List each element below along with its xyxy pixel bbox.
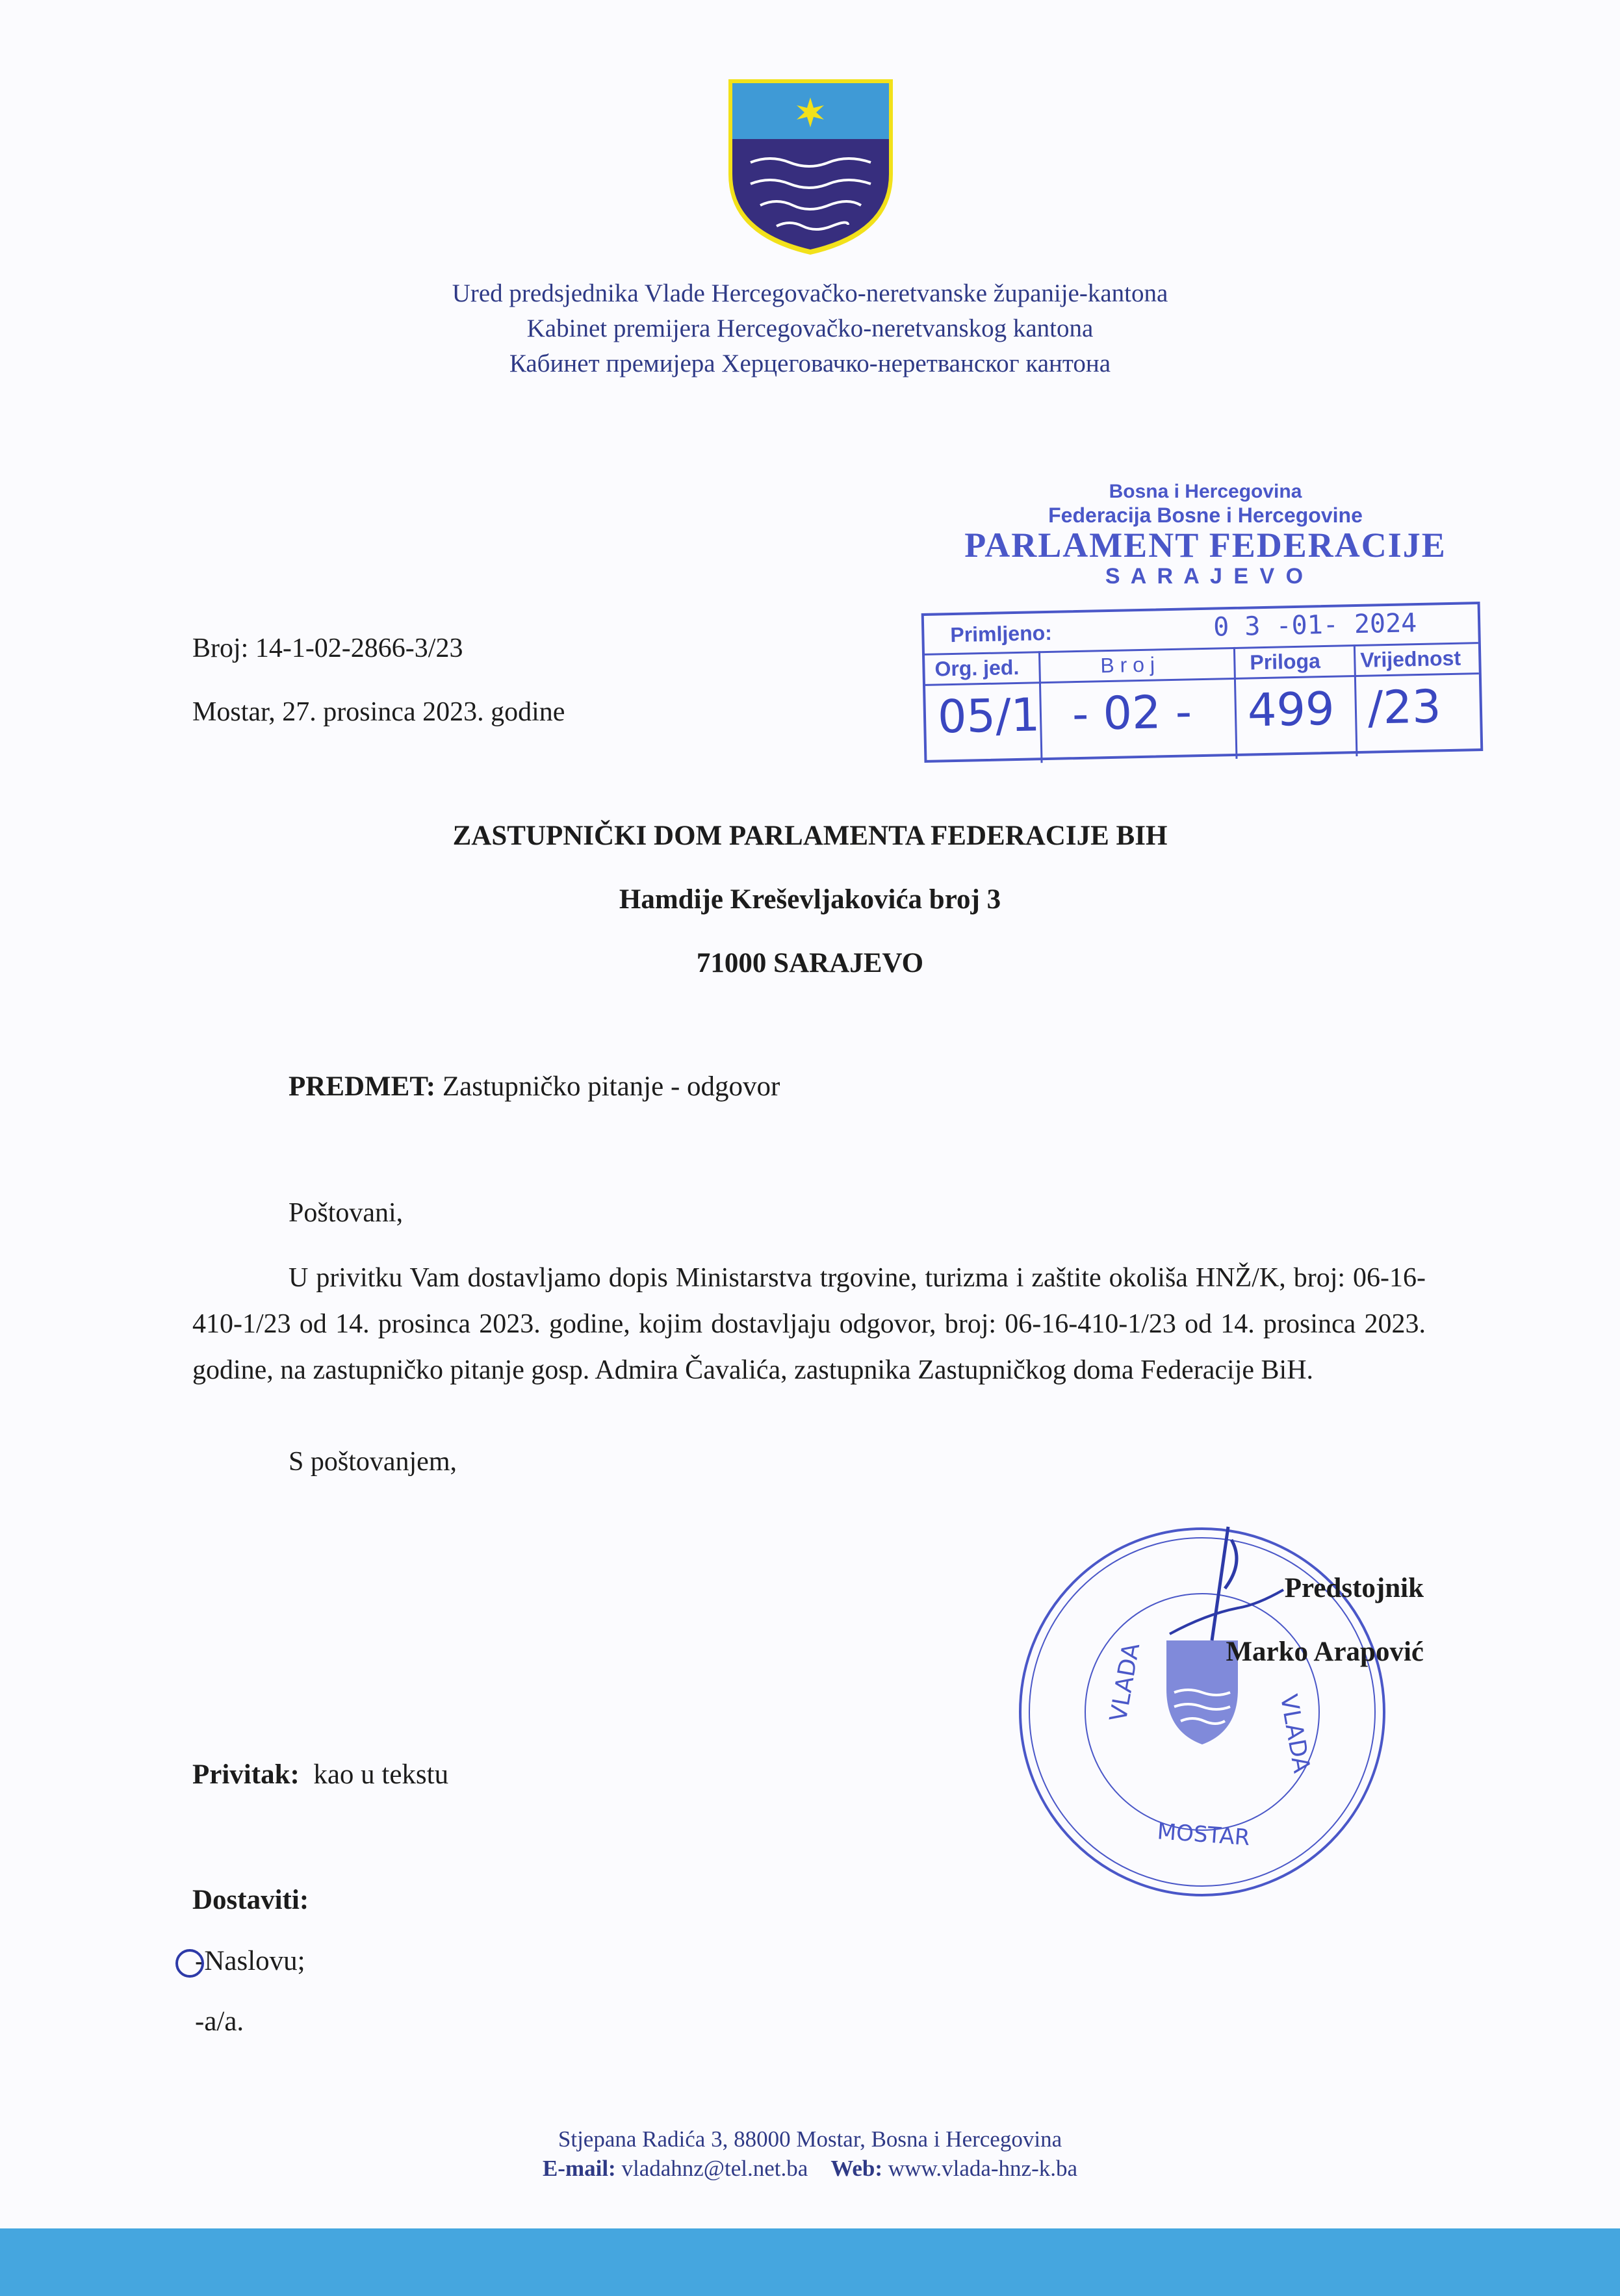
stamp-registry-table bbox=[921, 602, 1484, 763]
stamp-val-priloga: 499 bbox=[1247, 682, 1335, 737]
stamp-val-org: 05/1 bbox=[937, 688, 1041, 744]
coat-of-arms-icon bbox=[725, 77, 897, 257]
stamp-country: Bosna i Hercegovina bbox=[1109, 481, 1302, 502]
stamp-col-org: Org. jed. bbox=[934, 655, 1020, 681]
parliament-received-stamp bbox=[923, 481, 1488, 767]
recipient-name: ZASTUPNIČKI DOM PARLAMENTA FEDERACIJE BIH bbox=[452, 821, 1168, 851]
signer-name: Marko Arapović bbox=[1226, 1637, 1424, 1667]
distribution-item: -a/a. bbox=[195, 2006, 244, 2037]
document-number: Broj: 14-1-02-2866-3/23 bbox=[192, 633, 463, 663]
seal-city: MOSTAR bbox=[1156, 1818, 1251, 1852]
stamp-val-vrijednost: /23 bbox=[1367, 680, 1442, 735]
footer-email-label: E-mail: bbox=[542, 2156, 616, 2181]
signer-title: Predstojnik bbox=[1284, 1573, 1424, 1603]
distribution-item: -Naslovu; bbox=[195, 1946, 305, 1976]
stamp-city: S A R A J E V O bbox=[1105, 564, 1306, 589]
stamp-parliament: PARLAMENT FEDERACIJE bbox=[964, 526, 1446, 565]
stamp-federation: Federacija Bosne i Hercegovine bbox=[1048, 504, 1363, 527]
stamp-val-broj: - 02 - bbox=[1072, 685, 1192, 741]
distribution-label: Dostaviti: bbox=[192, 1885, 309, 1915]
subject-text: Zastupničko pitanje - odgovor bbox=[442, 1071, 780, 1102]
header-office-line-3: Кабинет премијера Херцеговачко-неретванског кантона bbox=[509, 350, 1111, 377]
seal-vlada-left: VLADA bbox=[1105, 1640, 1146, 1724]
attachment-label: Privitak: bbox=[192, 1759, 300, 1790]
stamp-received-label: Primljeno: bbox=[950, 620, 1053, 647]
recipient-city: 71000 SARAJEVO bbox=[696, 948, 924, 978]
header-office-line-1: Ured predsjednika Vlade Hercegovačko-neretvanske županije-kantona bbox=[452, 279, 1168, 307]
seal-vlada-right: VLADA bbox=[1274, 1692, 1315, 1775]
stamp-col-priloga: Priloga bbox=[1249, 649, 1321, 674]
stamp-received-date: 0 3 -01- 2024 bbox=[1213, 608, 1417, 643]
header-office-line-2: Kabinet premijera Hercegovačko-neretvanskog kantona bbox=[526, 314, 1094, 342]
stamp-col-broj: B r o j bbox=[1100, 652, 1155, 678]
body-paragraph: U privitku Vam dostavljamo dopis Ministarstva trgovine, turizma i zaštite okoliša HNŽ/K, broj: 06-16-410-1/23 od 14. prosinca 2023. godine, kojim dostavljaju odgovor, broj: 06-16-410-1/23 od 14. prosinca 2023. godine, na zastupničko pitanje gosp. Admira Čavalića, zastupnika Zastupničkog doma Federacije BiH. bbox=[192, 1263, 1426, 1385]
check-mark-icon bbox=[170, 1943, 209, 1982]
recipient-street: Hamdije Kreševljakovića broj 3 bbox=[619, 884, 1001, 915]
footer-email: vladahnz@tel.net.ba bbox=[621, 2156, 808, 2181]
footer-address: Stjepana Radića 3, 88000 Mostar, Bosna i Hercegovina bbox=[558, 2126, 1062, 2152]
attachment-line bbox=[192, 1759, 448, 1791]
footer-color-bar bbox=[0, 2228, 1620, 2296]
footer-contacts bbox=[0, 2156, 1620, 2182]
place-date: Mostar, 27. prosinca 2023. godine bbox=[192, 697, 565, 727]
footer-web-label: Web: bbox=[830, 2156, 883, 2181]
footer-web: www.vlada-hnz-k.ba bbox=[888, 2156, 1078, 2181]
attachment-text: kao u tekstu bbox=[313, 1759, 449, 1790]
closing: S poštovanjem, bbox=[289, 1447, 457, 1477]
subject-line bbox=[289, 1071, 780, 1103]
greeting: Poštovani, bbox=[289, 1198, 404, 1228]
subject-label: PREDMET: bbox=[289, 1071, 436, 1102]
stamp-col-vrijednost: Vrijednost bbox=[1359, 646, 1461, 672]
